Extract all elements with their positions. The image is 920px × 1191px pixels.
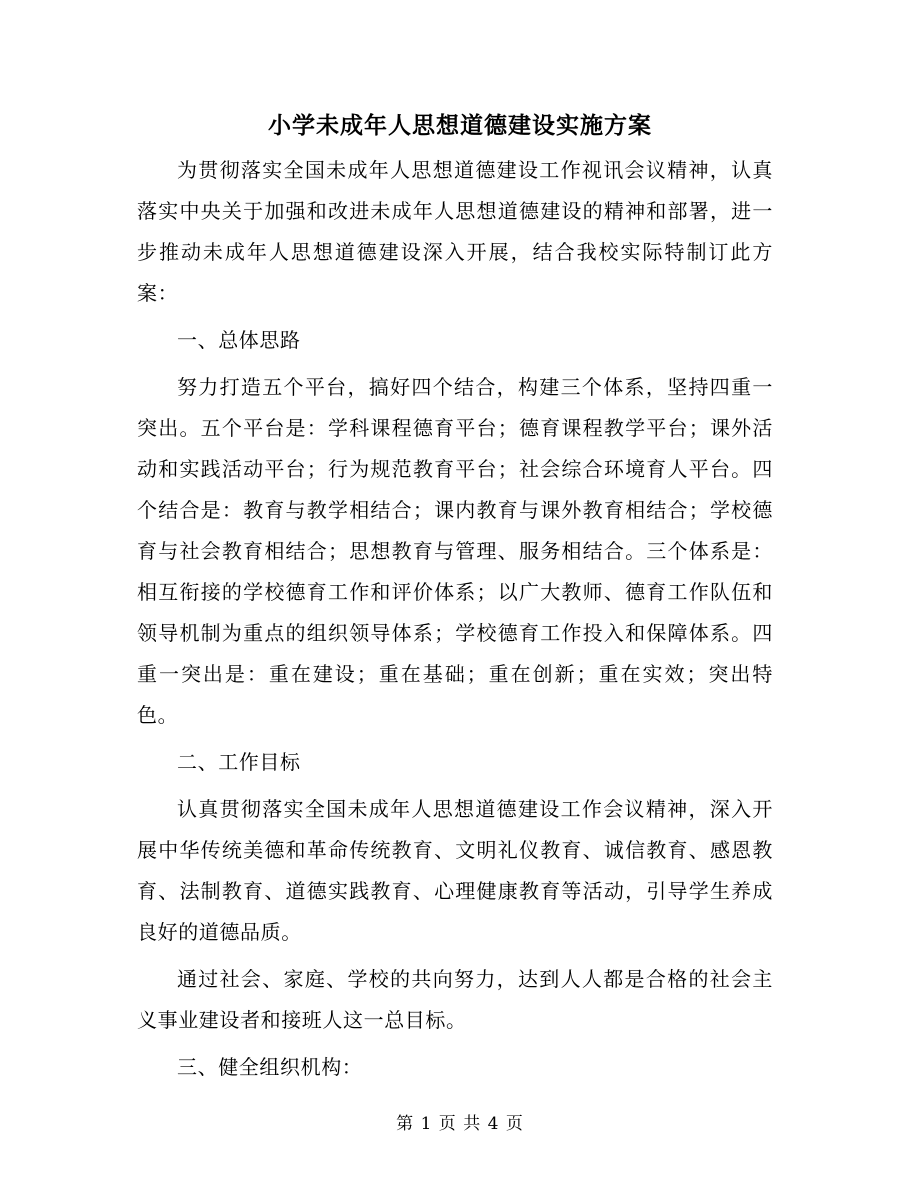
- section-2-paragraph-2: 通过社会、家庭、学校的共向努力，达到人人都是合格的社会主义事业建设者和接班人这一总目标。: [137, 967, 773, 1032]
- page-title: 小学未成年人思想道德建设实施方案: [268, 112, 652, 139]
- section-1-paragraph: 努力打造五个平台，搞好四个结合，构建三个体系，坚持四重一突出。五个平台是：学科课程德育平台；德育课程教学平台；课外活动和实践活动平台；行为规范教育平台；社会综合环境育人平台。四个结合是：教育与教学相结合；课内教育与课外教育相结合；学校德育与社会教育相结合；思想教育与管理、服务相结合。三个体系是：相互衔接的学校德育工作和评价体系；以广大教师、德育工作队伍和领导机制为重点的组织领导体系；学校德育工作投入和保障体系。四重一突出是：重在建设；重在基础；重在创新；重在实效；突出特色。: [137, 375, 773, 727]
- page-number-footer: 第 1 页 共 4 页: [396, 1114, 524, 1134]
- intro-paragraph: 为贯彻落实全国未成年人思想道德建设工作视讯会议精神，认真落实中央关于加强和改进未成年人思想道德建设的精神和部署，进一步推动未成年人思想道德建设深入开展，结合我校实际特制订此方案：: [137, 158, 773, 305]
- section-heading-1: 一、总体思路: [177, 328, 301, 352]
- document-body: [137, 150, 773, 1088]
- section-heading-2: 二、工作目标: [177, 750, 301, 774]
- section-2-paragraph-1: 认真贯彻落实全国未成年人思想道德建设工作会议精神，深入开展中华传统美德和革命传统教育、文明礼仪教育、诚信教育、感恩教育、法制教育、道德实践教育、心理健康教育等活动，引导学生养成良好的道德品质。: [137, 797, 773, 944]
- section-heading-3: 三、健全组织机构：: [177, 1055, 363, 1079]
